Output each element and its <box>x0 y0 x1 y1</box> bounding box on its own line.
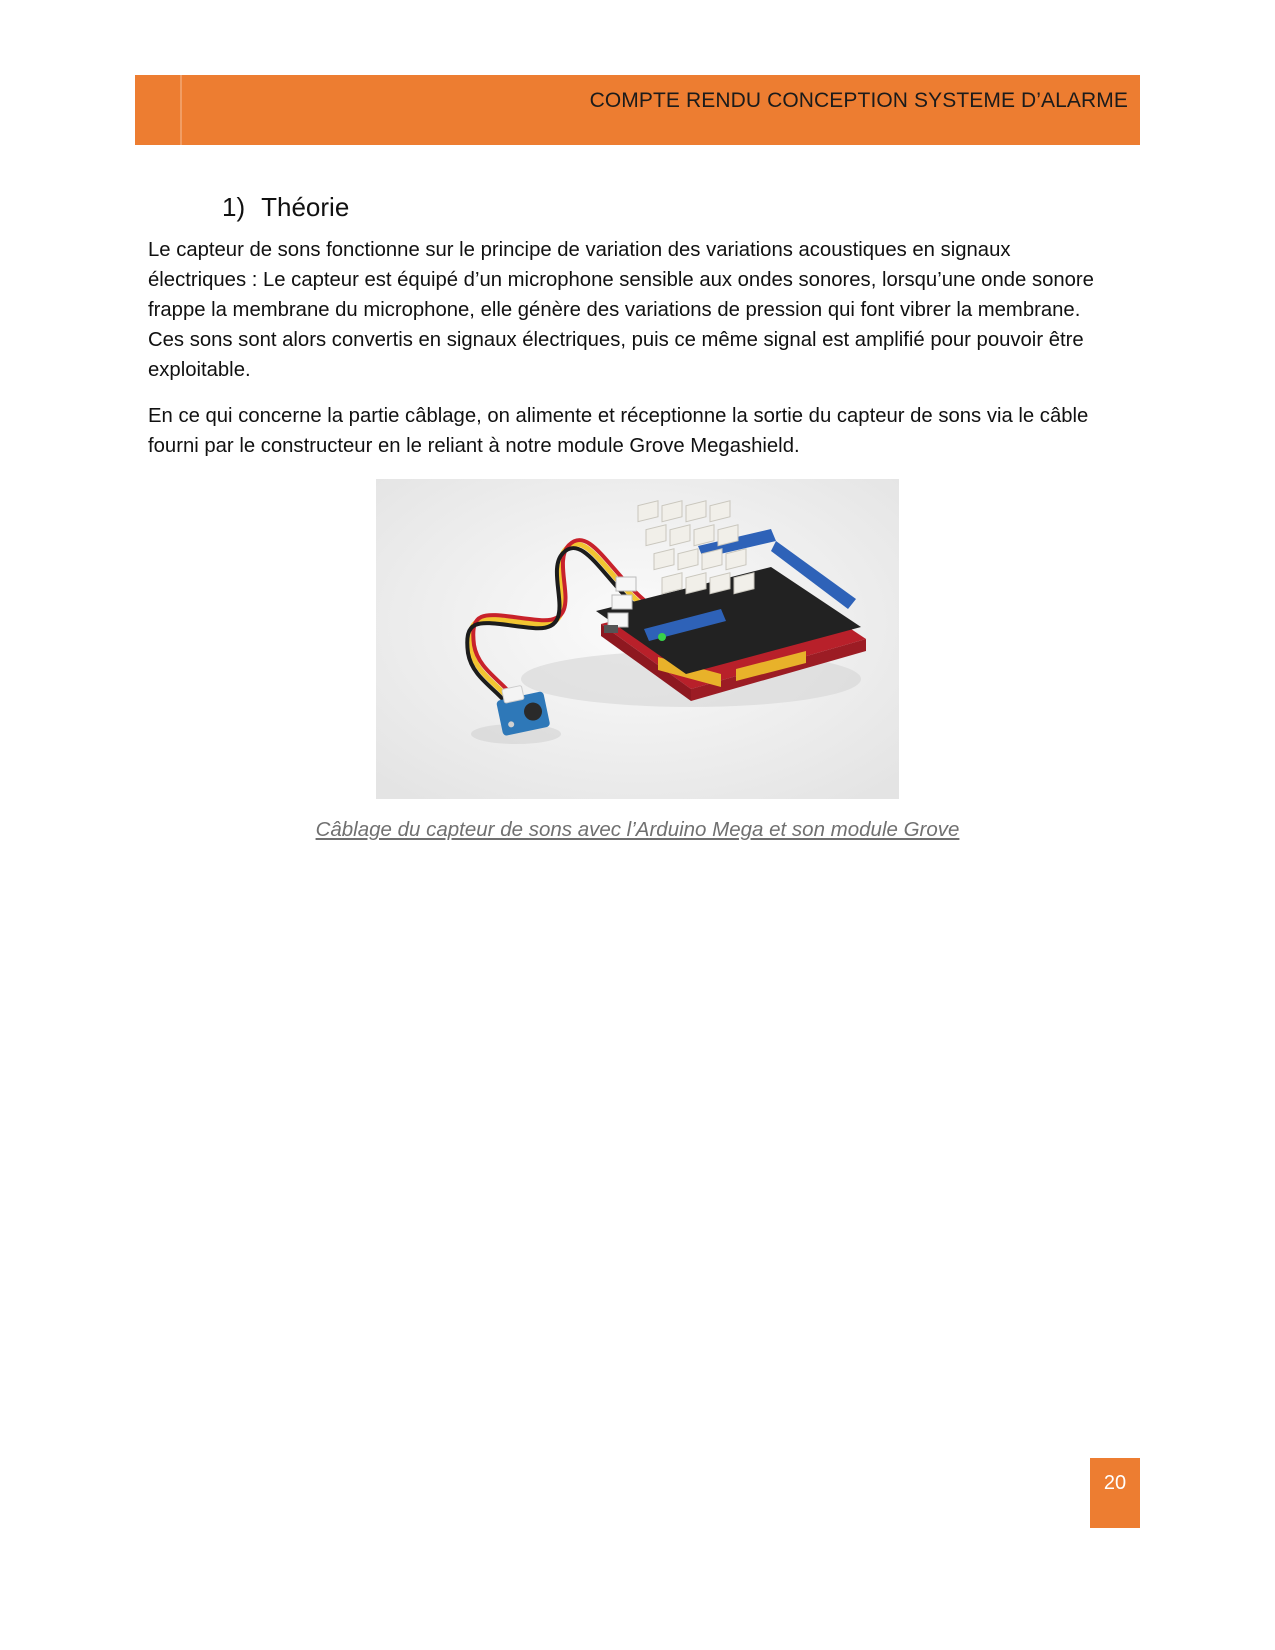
header-bar <box>135 75 1140 145</box>
section-title: Théorie <box>261 192 350 222</box>
document-title: COMPTE RENDU CONCEPTION SYSTEME D’ALARME <box>589 89 1128 112</box>
text-line: Le capteur de sons fonctionne sur le principe de variation des variations acoustiques en signaux <box>148 239 1011 261</box>
paragraph-theory <box>148 235 1138 385</box>
text-line: frappe la membrane du microphone, elle génère des variations de pression qui font vibrer la membrane. <box>148 299 1081 321</box>
section-heading <box>222 192 349 223</box>
text-line: Ces sons sont alors convertis en signaux électriques, puis ce même signal est amplifié pour pouvoir être <box>148 329 1084 351</box>
sound-sensor-photo <box>376 479 899 799</box>
text-line: exploitable. <box>148 359 251 381</box>
text-line: électriques : Le capteur est équipé d’un microphone sensible aux ondes sonores, lorsqu’une onde sonore <box>148 269 1094 291</box>
page-number: 20 <box>1103 1472 1127 1494</box>
text-line: En ce qui concerne la partie câblage, on alimente et réceptionne la sortie du capteur de sons via le câble <box>148 405 1089 427</box>
section-number: 1) <box>222 192 246 222</box>
page-number-box <box>1090 1458 1140 1528</box>
text-line: fourni par le constructeur en le reliant à notre module Grove Megashield. <box>148 435 800 457</box>
header-divider <box>180 75 182 145</box>
paragraph-wiring <box>148 401 1138 461</box>
figure-caption: Câblage du capteur de sons avec l’Arduino Mega et son module Grove <box>315 818 960 841</box>
